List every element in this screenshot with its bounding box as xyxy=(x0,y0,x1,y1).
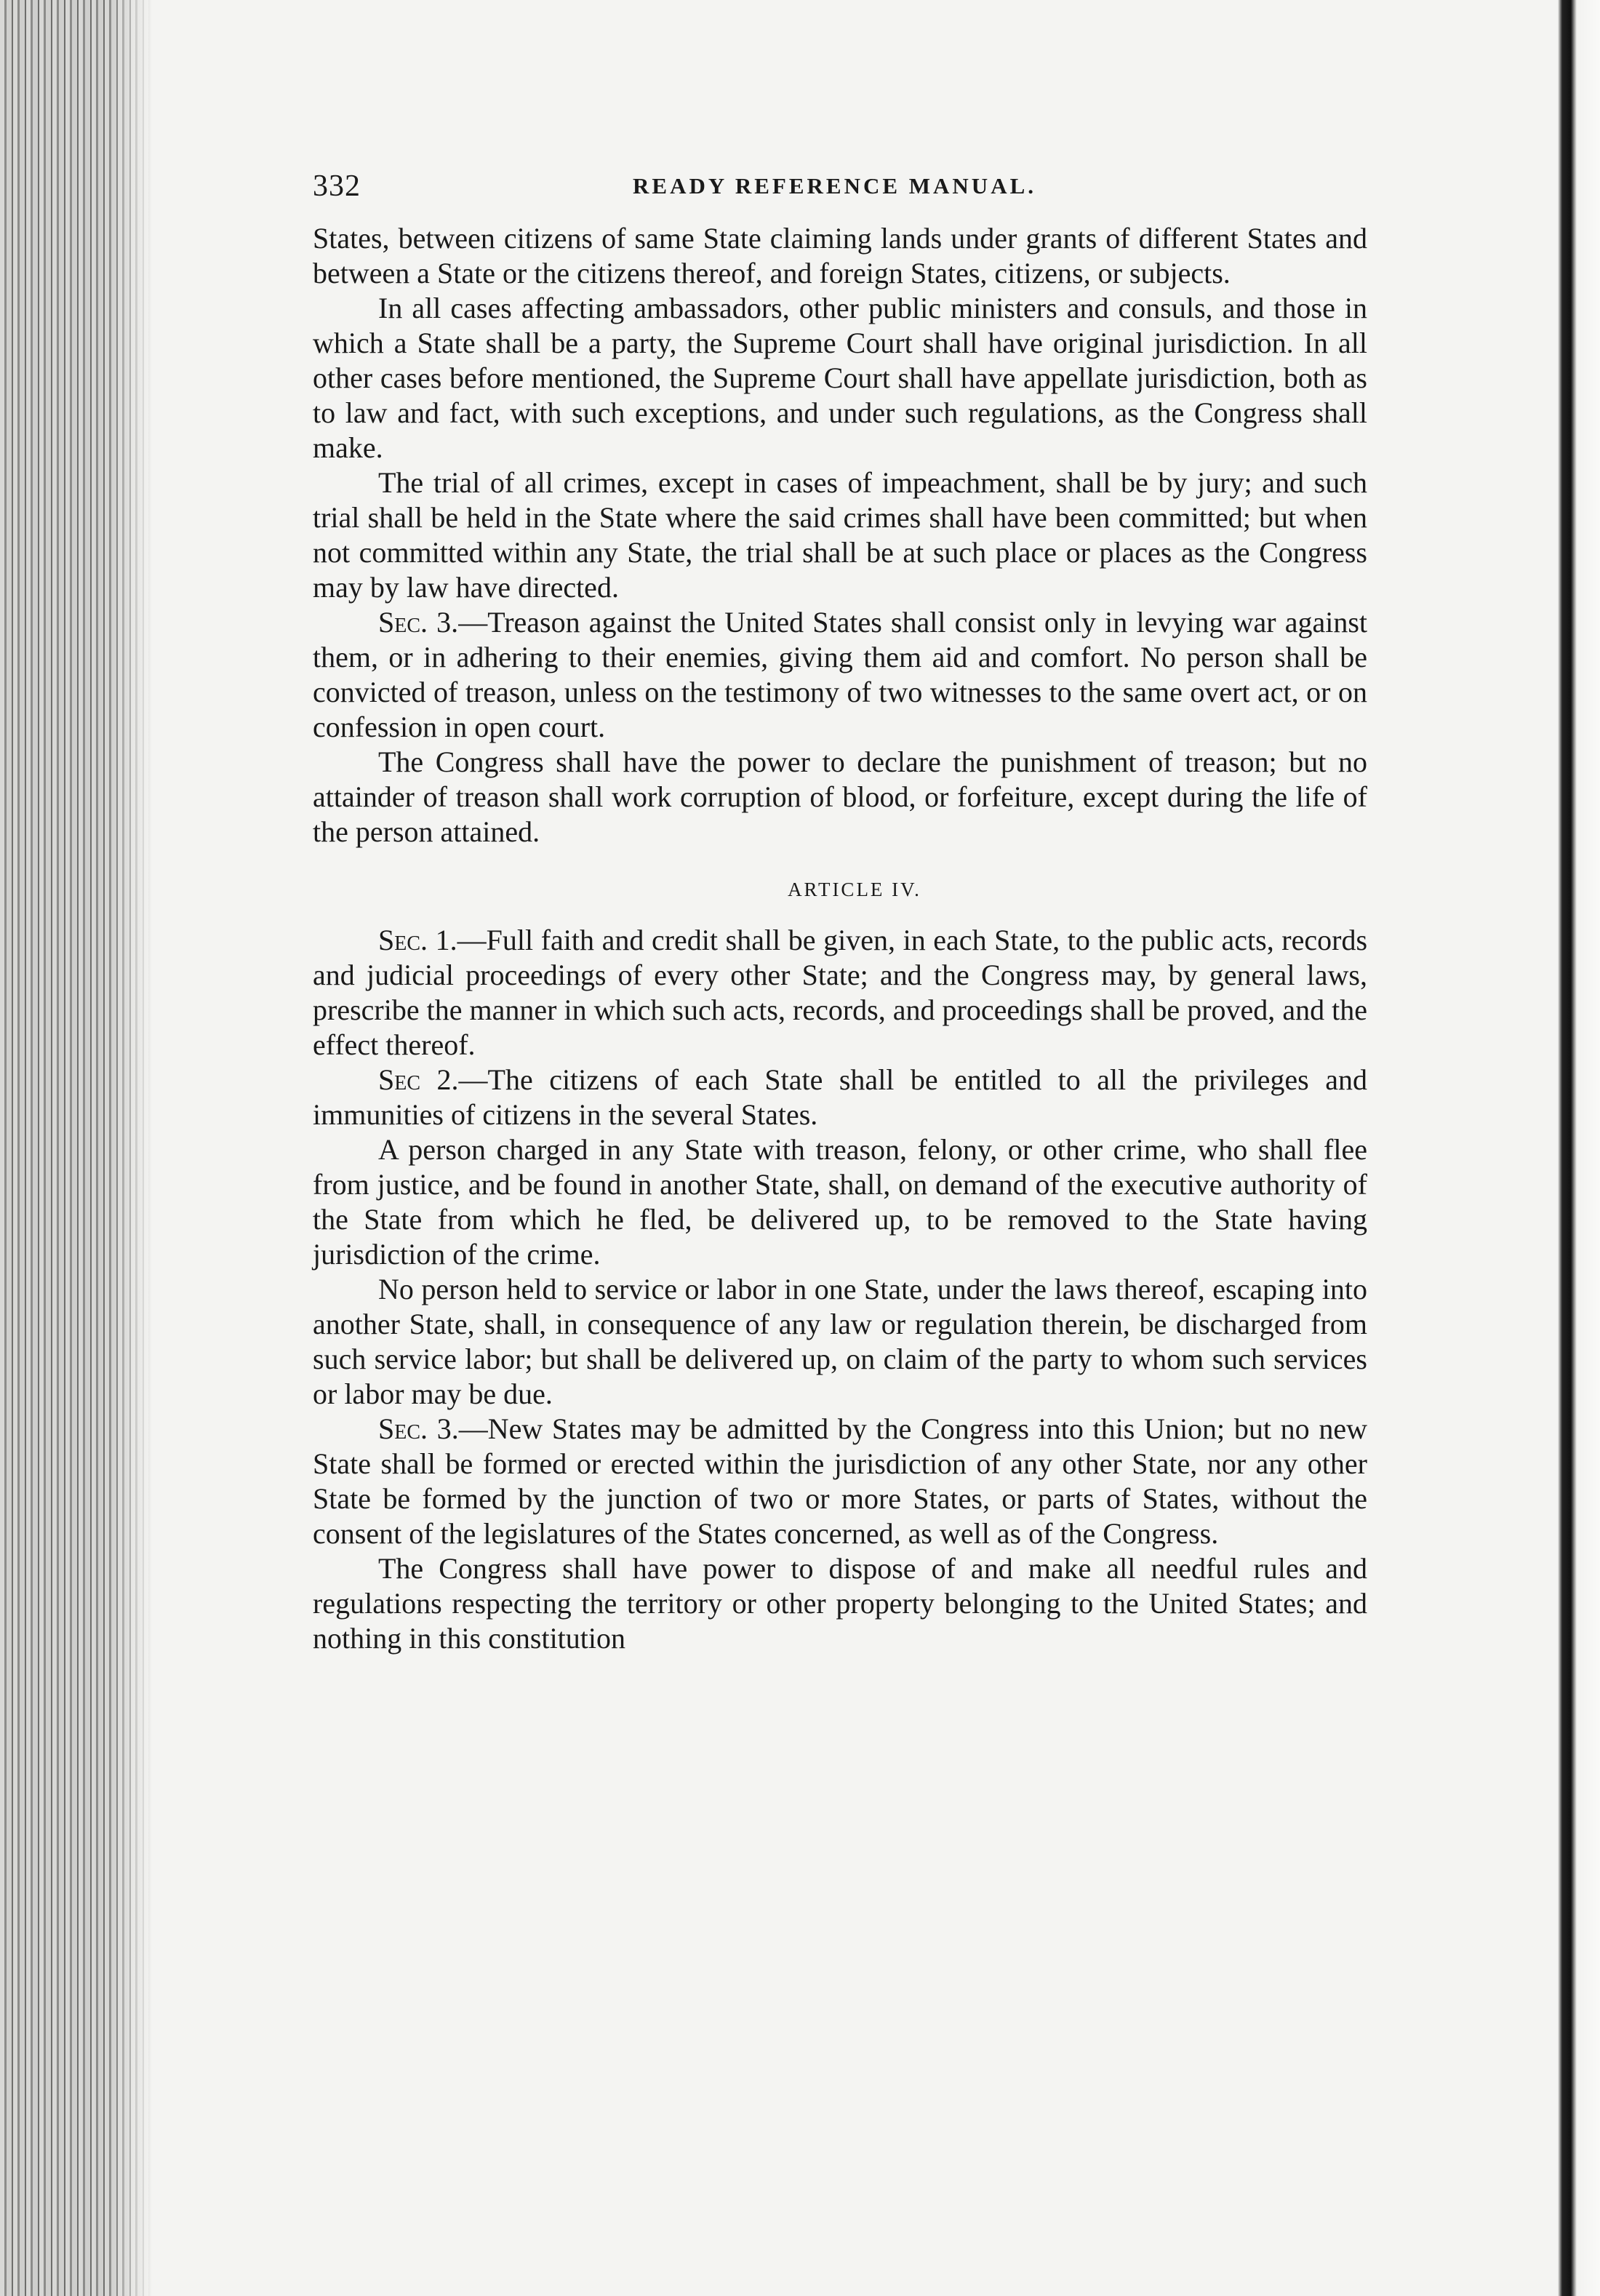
running-head xyxy=(313,169,1367,212)
article-heading: ARTICLE IV. xyxy=(788,879,921,900)
paragraph-text: —New States may be admitted by the Congress into this Union; but no new State shall be formed or erected within the jurisdiction of any other State, nor any other State be formed by the junction of two or more States, or parts of States, without the consent of the legislatures of the States concerned, as well as of the Congress. xyxy=(313,1412,1367,1550)
paragraph xyxy=(313,291,1367,465)
book-page xyxy=(313,169,1367,1656)
paragraph xyxy=(313,1551,1367,1656)
paragraph-text: The Congress shall have power to dispose of and make all needful rules and regulations respecting the territory or other property belonging to the United States; and nothing in this constitution xyxy=(313,1552,1367,1655)
paragraph-text: —Full faith and credit shall be given, in each State, to the public acts, records and judicial proceedings of every other State; and the Congress may, by general laws, prescribe the manner in which such acts, records, and proceedings shall be proved, and the effect thereof. xyxy=(313,924,1368,1061)
paragraphs-after-article xyxy=(313,923,1367,1656)
paragraph-text: No person held to service or labor in one State, under the laws thereof, escaping into another State, shall, in consequence of any law or regulation therein, be discharged from such service labor; but shall be delivered up, on claim of the party to whom such services or labor may be due. xyxy=(313,1273,1367,1410)
paragraph-text: States, between citizens of same State claiming lands under grants of different States and between a State or the citizens thereof, and foreign States, citizens, or subjects. xyxy=(313,222,1367,289)
paragraphs-before-article xyxy=(313,221,1367,849)
paragraph xyxy=(313,923,1367,1063)
paragraph xyxy=(313,605,1367,745)
paragraph xyxy=(313,465,1367,605)
paragraph-text: —Treason against the United States shall consist only in levying war against them, or in adhering to their enemies, giving them aid and comfort. No person shall be convicted of treason, unless on the testimony of two witnesses to the same overt act, or on confession in open court. xyxy=(313,606,1367,743)
section-label: Sec. 1. xyxy=(378,924,457,956)
section-label: Sec. 3. xyxy=(378,606,459,639)
section-label: Sec. 3. xyxy=(378,1412,459,1445)
paragraph xyxy=(313,1063,1367,1132)
paragraph xyxy=(313,1412,1367,1551)
paragraph xyxy=(313,221,1367,291)
paragraph-text: A person charged in any State with treason, felony, or other crime, who shall flee from justice, and be found in another State, shall, on demand of the executive authority of the State from which he fled, be delivered up, to be removed to the State having jurisdiction of the crime. xyxy=(313,1133,1367,1271)
paragraph-text: The trial of all crimes, except in cases of impeachment, shall be by jury; and such trial shall be held in the State where the said crimes shall have been committed; but when not committed within any State, the trial shall be at such place or places as the Congress may by law have directed. xyxy=(313,466,1367,604)
paragraph-text: —The citizens of each State shall be entitled to all the privileges and immunities of citizens in the several States. xyxy=(313,1063,1367,1131)
page-number: 332 xyxy=(313,169,361,203)
paragraph-text: In all cases affecting ambassadors, other public ministers and consuls, and those in which a State shall be a party, the Supreme Court shall have original jurisdiction. In all other cases before mentioned, the Supreme Court shall have appellate jurisdiction, both as to law and fact, with such exceptions, and under such regulations, as the Congress shall make. xyxy=(313,292,1367,464)
body-text xyxy=(313,221,1367,1656)
gutter-fade xyxy=(109,0,153,2296)
section-label: Sec 2. xyxy=(378,1063,459,1096)
paragraph xyxy=(313,1272,1367,1412)
book-right-edge xyxy=(1542,0,1600,2296)
paragraph-text: The Congress shall have the power to declare the punishment of treason; but no attainder of treason shall work corruption of blood, or forfeiture, except during the life of the person attained. xyxy=(313,745,1367,848)
paragraph xyxy=(313,1132,1367,1272)
paragraph xyxy=(313,745,1367,849)
running-title: READY REFERENCE MANUAL. xyxy=(633,173,1037,199)
